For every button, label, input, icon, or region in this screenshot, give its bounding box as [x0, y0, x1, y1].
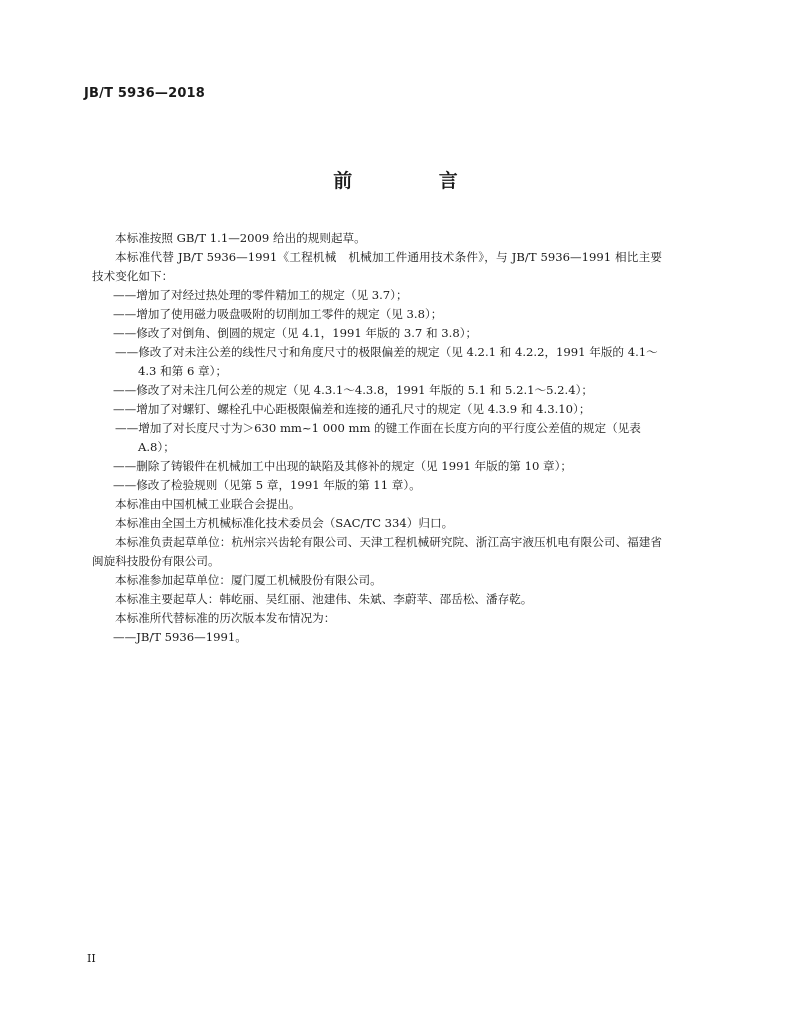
- paragraph-participating-units: 本标准参加起草单位：厦门厦工机械股份有限公司。: [115, 573, 382, 587]
- change-item: ——增加了对长度尺寸为＞630 mm~1 000 mm 的键工作面在长度方向的平行度公差值的规定（见表 A.8）；: [115, 421, 641, 454]
- paragraph-history-intro: 本标准所代替标准的历次版本发布情况为：: [115, 611, 336, 625]
- change-item: ——删除了铸锻件在机械加工中出现的缺陷及其修补的规定（见 1991 年版的第 10 章）；: [113, 459, 572, 473]
- change-item: ——增加了对经过热处理的零件精加工的规定（见 3.7）；: [113, 288, 408, 302]
- change-item: ——修改了对倒角、倒圆的规定（见 4.1，1991 年版的 3.7 和 3.8）；: [113, 326, 478, 340]
- change-item: ——增加了对螺钉、螺栓孔中心距极限偏差和连接的通孔尺寸的规定（见 4.3.9 和 4.3.10）；: [113, 402, 591, 416]
- page-number: II: [87, 952, 96, 965]
- change-item: ——修改了对未注几何公差的规定（见 4.3.1～4.3.8，1991 年版的 5.1 和 5.2.1～5.2.4）；: [113, 383, 594, 397]
- change-item: ——修改了对未注公差的线性尺寸和角度尺寸的极限偏差的规定（见 4.2.1 和 4.2.2，1991 年版的 4.1～4.3 和第 6 章）；: [115, 345, 658, 378]
- paragraph-drafting-rules: 本标准按照 GB/T 1.1—2009 给出的规则起草。: [115, 231, 366, 245]
- change-item: ——修改了检验规则（见第 5 章，1991 年版的第 11 章）。: [113, 478, 421, 492]
- paragraph-main-drafters: 本标准主要起草人：韩屹丽、吴红丽、池建伟、朱斌、李蔚苹、邵岳松、潘存乾。: [115, 592, 533, 606]
- paragraph-lead-drafters: 本标准负责起草单位：杭州宗兴齿轮有限公司、天津工程机械研究院、浙江高宇液压机电有限公司、福建省闽旋科技股份有限公司。: [92, 535, 662, 568]
- history-item: ——JB/T 5936—1991。: [113, 630, 247, 644]
- foreword-body: [92, 229, 662, 647]
- paragraph-replaces: 本标准代替 JB/T 5936—1991《工程机械 机械加工件通用技术条件》，与 JB/T 5936—1991 相比主要技术变化如下：: [92, 250, 662, 283]
- change-item: ——增加了使用磁力吸盘吸附的切削加工零件的规定（见 3.8）；: [113, 307, 443, 321]
- paragraph-proposer: 本标准由中国机械工业联合会提出。: [115, 497, 301, 511]
- paragraph-committee: 本标准由全国土方机械标准化技术委员会（SAC/TC 334）归口。: [115, 516, 454, 530]
- page-title: 前 言: [333, 170, 498, 192]
- standard-code: JB/T 5936—2018: [84, 86, 206, 101]
